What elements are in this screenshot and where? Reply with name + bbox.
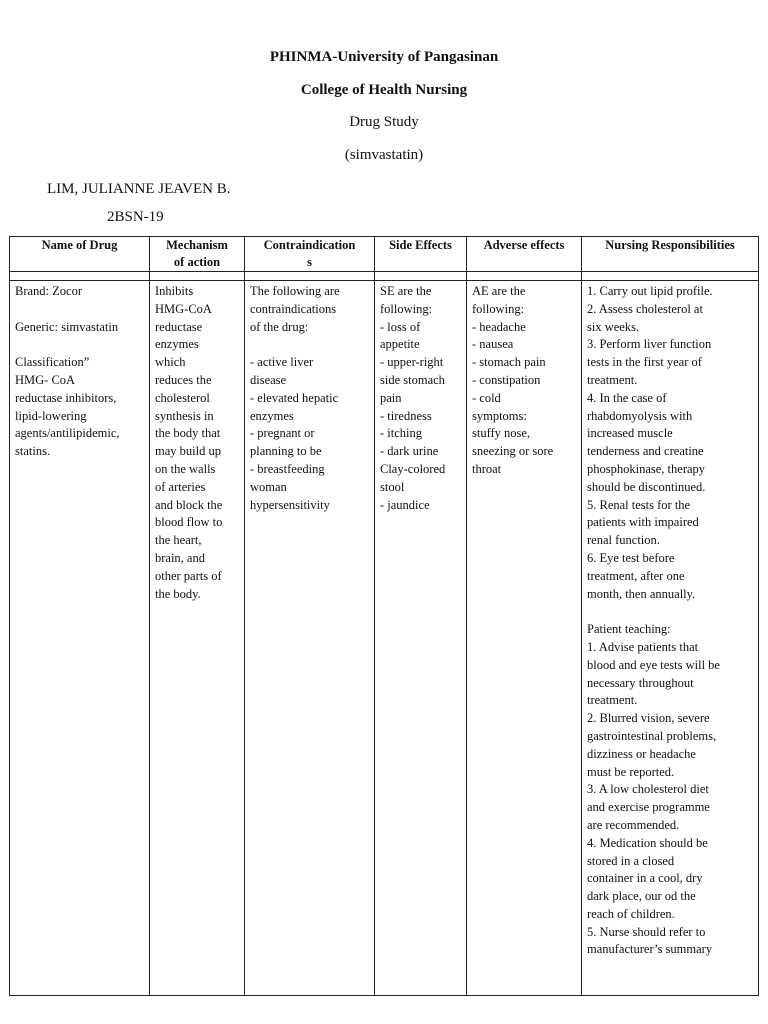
side-effect-line: following:	[380, 301, 433, 316]
side-effect-line: - dark urine	[380, 444, 439, 459]
mechanism-line: synthesis in	[155, 408, 214, 423]
nursing-line: 1. Carry out lipid profile.	[587, 284, 713, 298]
nursing-responsibilities	[587, 283, 753, 603]
teaching-line: dizziness or headache	[587, 746, 696, 761]
contra-item: enzymes	[250, 408, 294, 423]
mechanism-line: HMG-CoA	[155, 301, 212, 316]
contra-intro-line: The following are	[250, 284, 340, 298]
student-section: 2BSN-19	[107, 209, 164, 225]
student-name: LIM, JULIANNE JEAVEN B.	[47, 181, 231, 197]
table-row	[10, 281, 759, 996]
mechanism-line: on the walls	[155, 461, 216, 476]
nursing-line: 3. Perform liver function	[587, 337, 712, 352]
contra-intro-line: of the drug:	[250, 319, 309, 334]
classification-line: statins.	[15, 444, 51, 459]
mechanism-line: reductase	[155, 319, 203, 334]
side-effect-line: - upper-right	[380, 355, 444, 370]
side-effect-line: - tiredness	[380, 408, 432, 423]
side-effect-line: - loss of	[380, 319, 421, 334]
classification-line: agents/antilipidemic,	[15, 426, 120, 441]
teaching-line: 3. A low cholesterol diet	[587, 782, 709, 797]
nursing-line: 5. Renal tests for the	[587, 497, 691, 512]
teaching-line: stored in a closed	[587, 853, 675, 868]
nursing-line: patients with impaired	[587, 515, 699, 530]
cell-name-of-drug	[10, 281, 150, 996]
nursing-line: six weeks.	[587, 319, 640, 334]
teaching-line: and exercise programme	[587, 800, 710, 815]
cell-adverse-effects	[467, 281, 582, 996]
side-effect-line: - itching	[380, 426, 423, 441]
nursing-line: treatment.	[587, 372, 638, 387]
nursing-line: 6. Eye test before	[587, 550, 675, 565]
contra-intro-line: contraindications	[250, 301, 337, 316]
adverse-effect-line: - cold	[472, 390, 501, 405]
teaching-line: treatment.	[587, 693, 638, 708]
mechanism-line: Inhibits	[155, 284, 194, 298]
contra-item: - breastfeeding	[250, 461, 325, 476]
patient-teaching-title: Patient teaching:	[587, 622, 671, 637]
adverse-effect-line: - stomach pain	[472, 355, 546, 370]
cell-mechanism	[150, 281, 245, 996]
mechanism-line: brain, and	[155, 550, 205, 565]
side-effect-line: Clay-colored	[380, 461, 446, 476]
side-effect-line: appetite	[380, 337, 420, 352]
adverse-effect-line: - headache	[472, 319, 526, 334]
institution-title: PHINMA-University of Pangasinan	[269, 49, 499, 65]
nursing-line: renal function.	[587, 533, 660, 548]
side-effect-line: - jaundice	[380, 497, 430, 512]
mechanism-line: of arteries	[155, 479, 206, 494]
brand-name: Brand: Zocor	[15, 284, 82, 298]
mechanism-line: the body that	[155, 426, 221, 441]
nursing-line: increased muscle	[587, 426, 673, 441]
mechanism-line: enzymes	[155, 337, 199, 352]
nursing-line: tenderness and creatine	[587, 444, 704, 459]
teaching-line: manufacturer’s summary	[587, 942, 713, 957]
nursing-line: 4. In the case of	[587, 390, 667, 405]
mechanism-line: reduces the	[155, 372, 212, 387]
mechanism-line: and block the	[155, 497, 223, 512]
adverse-effect-line: - constipation	[472, 372, 541, 387]
patient-teaching-list	[587, 639, 753, 959]
adverse-effect-line: - nausea	[472, 337, 514, 352]
teaching-line: 1. Advise patients that	[587, 639, 699, 654]
nursing-line: rhabdomyolysis with	[587, 408, 693, 423]
header-adverse-effects: Adverse effects	[467, 237, 582, 272]
side-effect-line: SE are the	[380, 284, 432, 298]
adverse-effect-line: following:	[472, 301, 525, 316]
classification-line: HMG- CoA	[15, 372, 76, 387]
document-type: Drug Study	[349, 114, 419, 130]
mechanism-line: the body.	[155, 586, 201, 601]
contra-items	[250, 354, 369, 514]
teaching-line: dark place, our od the	[587, 889, 696, 904]
classification-line: lipid-lowering	[15, 408, 87, 423]
college-title: College of Health Nursing	[300, 82, 468, 98]
teaching-line: blood and eye tests will be	[587, 657, 720, 672]
contra-item: - elevated hepatic	[250, 390, 339, 405]
cell-contraindications	[245, 281, 375, 996]
teaching-line: 4. Medication should be	[587, 835, 708, 850]
drug-study-table	[9, 236, 759, 996]
mechanism-line: may build up	[155, 444, 221, 459]
cell-side-effects	[375, 281, 467, 996]
nursing-line: should be discontinued.	[587, 479, 706, 494]
mechanism-line: which	[155, 355, 186, 370]
header-mechanism: Mechanism of action	[150, 237, 245, 272]
teaching-line: container in a cool, dry	[587, 871, 703, 886]
generic-name: Generic: simvastatin	[15, 319, 119, 334]
table-header-row	[10, 237, 759, 272]
classification-line: reductase inhibitors,	[15, 390, 117, 405]
contra-item: woman	[250, 479, 287, 494]
side-effect-line: stool	[380, 479, 405, 494]
adverse-effect-line: throat	[472, 461, 502, 476]
nursing-line: treatment, after one	[587, 568, 685, 583]
nursing-line: month, then annually.	[587, 586, 696, 601]
contra-item: hypersensitivity	[250, 497, 330, 512]
adverse-effect-line: AE are the	[472, 284, 526, 298]
teaching-line: are recommended.	[587, 817, 680, 832]
adverse-effect-line: stuffy nose,	[472, 426, 531, 441]
classification-line: Classification”	[15, 355, 90, 370]
header-contraindications: Contraindication s	[245, 237, 375, 272]
contra-item: - pregnant or	[250, 426, 315, 441]
side-effect-line: pain	[380, 390, 402, 405]
teaching-line: must be reported.	[587, 764, 675, 779]
header-nursing: Nursing Responsibilities	[582, 237, 759, 272]
drug-title: (simvastatin)	[344, 147, 424, 163]
header-side-effects: Side Effects	[375, 237, 467, 272]
header-name-of-drug: Name of Drug	[10, 237, 150, 272]
contra-item: planning to be	[250, 444, 322, 459]
teaching-line: necessary throughout	[587, 675, 694, 690]
spacer-row	[10, 272, 759, 281]
mechanism-line: other parts of	[155, 568, 222, 583]
cell-nursing	[582, 281, 759, 996]
teaching-line: 2. Blurred vision, severe	[587, 711, 710, 726]
nursing-line: 2. Assess cholesterol at	[587, 301, 703, 316]
nursing-line: tests in the first year of	[587, 355, 702, 370]
contra-intro	[250, 283, 369, 336]
nursing-line: phosphokinase, therapy	[587, 461, 706, 476]
contra-item: disease	[250, 372, 287, 387]
teaching-line: gastrointestinal problems,	[587, 728, 717, 743]
classification-list	[15, 354, 144, 461]
contra-item: - active liver	[250, 355, 314, 370]
mechanism-line: blood flow to	[155, 515, 223, 530]
side-effect-line: side stomach	[380, 372, 445, 387]
mechanism-line: cholesterol	[155, 390, 210, 405]
teaching-line: 5. Nurse should refer to	[587, 924, 706, 939]
mechanism-line: the heart,	[155, 533, 202, 548]
adverse-effect-line: sneezing or sore	[472, 444, 554, 459]
teaching-line: reach of children.	[587, 906, 675, 921]
adverse-effect-line: symptoms:	[472, 408, 527, 423]
